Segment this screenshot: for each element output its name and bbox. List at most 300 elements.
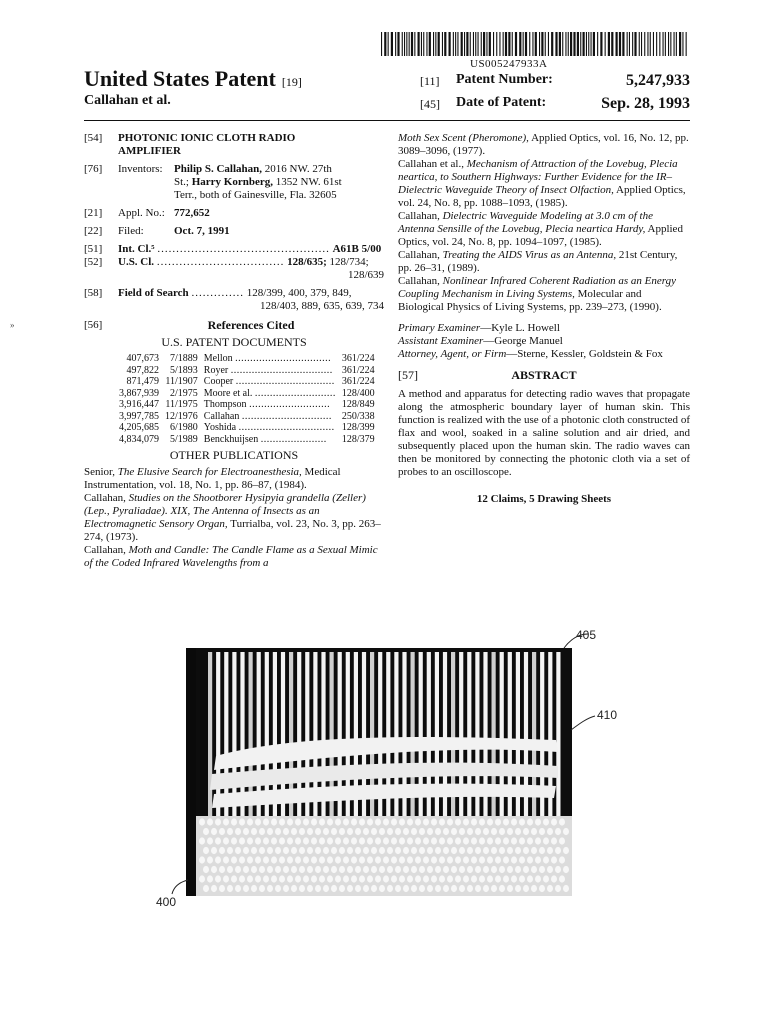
- barcode-bar: [444, 32, 446, 56]
- barcode-bar: [414, 32, 415, 56]
- knit-stitch: [323, 828, 329, 835]
- knit-stitch: [535, 818, 541, 825]
- knit-stitch: [227, 828, 233, 835]
- knit-stitch: [487, 856, 493, 863]
- knit-stitch: [339, 828, 345, 835]
- knit-stitch: [499, 847, 505, 854]
- knit-stitch: [415, 875, 421, 882]
- knit-stitch: [471, 856, 477, 863]
- knit-stitch: [419, 828, 425, 835]
- patent-date-cell: 5/1893: [170, 364, 198, 376]
- knit-stitch: [523, 828, 529, 835]
- knit-stitch: [343, 818, 349, 825]
- knit-stitch: [263, 856, 269, 863]
- knit-stitch: [239, 837, 245, 844]
- knit-stitch: [395, 847, 401, 854]
- publication-item: Callahan, Dielectric Waveguide Modeling at 3.0 cm of the Antenna Sensille of the Lovebug, Plecia neartica Hardy, Applied Optics, vol. 24, No. 8, pp. 1094–1097, (1985).: [398, 210, 683, 248]
- us-patent-documents-heading: U.S. PATENT DOCUMENTS: [161, 335, 307, 349]
- knit-stitch: [379, 828, 385, 835]
- knit-stitch: [339, 866, 345, 873]
- knit-stitch: [211, 828, 217, 835]
- label-410: 410: [597, 708, 618, 722]
- barcode-bar: [508, 32, 510, 56]
- barcode-bar: [577, 32, 579, 56]
- knit-stitch: [447, 837, 453, 844]
- barcode-bar: [421, 32, 422, 56]
- knit-stitch: [451, 866, 457, 873]
- knit-stitch: [223, 818, 229, 825]
- knit-stitch: [239, 875, 245, 882]
- knit-stitch: [531, 828, 537, 835]
- knit-area: [196, 816, 572, 896]
- publication-item: Callahan et al., Mechanism of Attraction of the Lovebug, Plecia neartica, to Southern Highways: Further Evidence for the IR–Dielectric Waveguide Theory of Insect Olfaction, Applied Optics, vol. 24, No. 8, pp. 1088–1093, (1985).: [398, 158, 686, 209]
- knit-stitch: [491, 885, 497, 892]
- knit-stitch: [407, 856, 413, 863]
- knit-stitch: [507, 847, 513, 854]
- knit-stitch: [523, 866, 529, 873]
- patent-number-cell: 3,997,785: [119, 410, 159, 422]
- knit-stitch: [555, 828, 561, 835]
- barcode-bar: [629, 32, 630, 56]
- knit-stitch: [243, 828, 249, 835]
- knit-stitch: [395, 828, 401, 835]
- knit-stitch: [251, 828, 257, 835]
- knit-stitch: [347, 847, 353, 854]
- knit-stitch: [259, 866, 265, 873]
- knit-stitch: [383, 875, 389, 882]
- knit-stitch: [219, 828, 225, 835]
- knit-stitch: [375, 856, 381, 863]
- patent-number-cell: 4,834,079: [119, 433, 159, 445]
- barcode-bar: [668, 32, 669, 56]
- knit-stitch: [271, 875, 277, 882]
- knit-stitch: [479, 818, 485, 825]
- knit-stitch: [535, 837, 541, 844]
- knit-stitch: [355, 885, 361, 892]
- filed-field: [22] Filed: Oct. 7, 1991: [84, 225, 230, 237]
- patent-class-cell: 128/399: [341, 422, 375, 433]
- knit-stitch: [327, 875, 333, 882]
- knit-stitch: [451, 885, 457, 892]
- knit-stitch: [263, 837, 269, 844]
- barcode-bar: [406, 32, 407, 56]
- knit-stitch: [219, 866, 225, 873]
- knit-stitch: [483, 828, 489, 835]
- patent-inventor: Thompson ...........................: [203, 399, 331, 410]
- knit-stitch: [299, 847, 305, 854]
- knit-stitch: [447, 875, 453, 882]
- knit-stitch: [475, 828, 481, 835]
- left-border: [186, 648, 196, 896]
- knit-stitch: [439, 875, 445, 882]
- barcode-bar: [442, 32, 443, 56]
- barcode-bar: [449, 32, 451, 56]
- patent-class-cell: 128/849: [341, 399, 375, 410]
- barcode-bar: [616, 32, 618, 56]
- knit-stitch: [495, 875, 501, 882]
- knit-stitch: [367, 875, 373, 882]
- knit-stitch: [467, 828, 473, 835]
- knit-stitch: [283, 828, 289, 835]
- leader-400: [168, 876, 192, 896]
- knit-stitch: [399, 818, 405, 825]
- knit-stitch: [511, 875, 517, 882]
- references-heading: [56] References Cited: [84, 318, 295, 332]
- patent-date-cell: 7/1889: [170, 353, 198, 364]
- barcode-number: US005247933A: [470, 58, 548, 70]
- knit-stitch: [435, 885, 441, 892]
- knit-stitch: [515, 866, 521, 873]
- publication-item: Callahan, Studies on the Shootborer Hysipyia grandella (Zeller) (Lep., Pyraliadae). XIX, The Antenna of Insects as an Electromagnetic Sensory Organ, Turrialba, vol. 23, No. 3, pp. 263–274, (1973).: [84, 492, 381, 543]
- patent-number-cell: 3,916,447: [119, 399, 159, 410]
- barcode-bar: [611, 32, 613, 56]
- barcode-bar: [570, 32, 572, 56]
- publication-item: Senior, The Elusive Search for Electroanesthesia, Medical Instrumentation, vol. 18, No. 1, pp. 86–87, (1984).: [84, 466, 341, 491]
- knit-stitch: [223, 856, 229, 863]
- knit-stitch: [451, 828, 457, 835]
- label-400: 400: [156, 895, 177, 909]
- assistant-examiner: Assistant Examiner—George Manuel: [398, 335, 563, 347]
- knit-stitch: [471, 875, 477, 882]
- barcode-bar: [512, 32, 513, 56]
- knit-stitch: [379, 885, 385, 892]
- knit-stitch: [443, 866, 449, 873]
- knit-stitch: [215, 837, 221, 844]
- table-row: [116, 434, 378, 446]
- knit-stitch: [455, 856, 461, 863]
- knit-stitch: [427, 847, 433, 854]
- patent-inventor: Cooper .................................: [203, 376, 335, 387]
- knit-stitch: [315, 885, 321, 892]
- knit-stitch: [459, 885, 465, 892]
- knit-stitch: [427, 885, 433, 892]
- publication-item: Callahan, Moth and Candle: The Candle Flame as a Sexual Mimic of the Coded Infrared Wavelengths from a: [84, 544, 378, 569]
- knit-stitch: [291, 828, 297, 835]
- knit-stitch: [515, 847, 521, 854]
- knit-stitch: [431, 818, 437, 825]
- knit-stitch: [419, 885, 425, 892]
- barcode-bar: [605, 32, 606, 56]
- knit-stitch: [451, 847, 457, 854]
- knit-stitch: [559, 837, 565, 844]
- knit-stitch: [523, 885, 529, 892]
- barcode-bar: [453, 32, 454, 56]
- knit-stitch: [375, 818, 381, 825]
- knit-stitch: [563, 885, 569, 892]
- knit-stitch: [415, 837, 421, 844]
- knit-stitch: [247, 875, 253, 882]
- knit-stitch: [255, 837, 261, 844]
- knit-stitch: [355, 847, 361, 854]
- knit-stitch: [419, 847, 425, 854]
- publication-item: Callahan, Treating the AIDS Virus as an Antenna, 21st Century, pp. 26–31, (1989).: [398, 249, 678, 274]
- barcode-bar: [597, 32, 598, 56]
- table-row: [116, 399, 378, 411]
- knit-stitch: [319, 875, 325, 882]
- knit-stitch: [391, 856, 397, 863]
- barcode-bar: [665, 32, 666, 56]
- left-column: [84, 132, 384, 570]
- barcode-bar: [650, 32, 651, 56]
- knit-stitch: [403, 847, 409, 854]
- barcode-bar: [475, 32, 476, 56]
- barcode-bar: [555, 32, 557, 56]
- knit-stitch: [467, 885, 473, 892]
- knit-stitch: [359, 837, 365, 844]
- knit-stitch: [491, 866, 497, 873]
- knit-stitch: [495, 818, 501, 825]
- barcode-bar: [653, 32, 654, 56]
- header-rule: [84, 120, 690, 121]
- table-row: [116, 376, 378, 388]
- knit-stitch: [431, 875, 437, 882]
- knit-stitch: [283, 885, 289, 892]
- barcode-bar: [525, 32, 527, 56]
- patent-number-cell: 497,822: [126, 364, 159, 376]
- knit-stitch: [527, 856, 533, 863]
- other-publications-heading: OTHER PUBLICATIONS: [169, 448, 299, 462]
- patent-inventor: Callahan ..............................: [203, 410, 332, 422]
- knit-stitch: [539, 847, 545, 854]
- barcode-bar: [541, 32, 543, 56]
- barcode-bar: [663, 32, 664, 56]
- knit-stitch: [459, 847, 465, 854]
- knit-stitch: [223, 837, 229, 844]
- knit-stitch: [383, 856, 389, 863]
- knit-stitch: [423, 837, 429, 844]
- knit-stitch: [447, 856, 453, 863]
- barcode-bar: [409, 32, 410, 56]
- knit-stitch: [307, 866, 313, 873]
- right-column: [398, 132, 690, 506]
- barcode-bar: [429, 32, 431, 56]
- primary-examiner: Primary Examiner—Kyle L. Howell: [398, 322, 560, 334]
- knit-stitch: [503, 818, 509, 825]
- knit-stitch: [519, 875, 525, 882]
- barcode-bar: [489, 32, 491, 56]
- knit-stitch: [315, 847, 321, 854]
- barcode-bar: [411, 32, 413, 56]
- knit-stitch: [539, 828, 545, 835]
- barcode-bar: [515, 32, 517, 56]
- barcode-bar: [656, 32, 657, 56]
- knit-stitch: [235, 885, 241, 892]
- table-row: [116, 422, 378, 434]
- patent-number-cell: 4,205,685: [119, 422, 159, 433]
- knit-stitch: [407, 837, 413, 844]
- knit-stitch: [511, 856, 517, 863]
- knit-stitch: [259, 828, 265, 835]
- knit-stitch: [207, 875, 213, 882]
- knit-stitch: [299, 828, 305, 835]
- knit-stitch: [455, 875, 461, 882]
- knit-stitch: [359, 875, 365, 882]
- publication-item: Moth Sex Scent (Pheromone), Applied Optics, vol. 16, No. 12, pp. 3089–3096, (1977).: [398, 132, 689, 157]
- knit-stitch: [499, 885, 505, 892]
- knit-stitch: [347, 866, 353, 873]
- knit-stitch: [267, 847, 273, 854]
- barcode-bar: [483, 32, 485, 56]
- knit-stitch: [247, 818, 253, 825]
- knit-stitch: [363, 885, 369, 892]
- knit-stitch: [491, 828, 497, 835]
- barcode-bar: [568, 32, 569, 56]
- barcode-bar: [573, 32, 575, 56]
- knit-stitch: [339, 885, 345, 892]
- barcode-bar: [529, 32, 530, 56]
- knit-stitch: [323, 885, 329, 892]
- patent-class-cell: 128/400: [341, 387, 375, 399]
- patent-class-cell: 250/338: [341, 410, 375, 422]
- knit-stitch: [331, 866, 337, 873]
- knit-stitch: [231, 875, 237, 882]
- knit-stitch: [351, 856, 357, 863]
- knit-stitch: [495, 837, 501, 844]
- knit-stitch: [351, 875, 357, 882]
- knit-stitch: [235, 847, 241, 854]
- barcode-bar: [404, 32, 405, 56]
- knit-stitch: [303, 837, 309, 844]
- knit-stitch: [443, 885, 449, 892]
- barcode-bar: [627, 32, 628, 56]
- knit-stitch: [459, 866, 465, 873]
- barcode-bar: [559, 32, 561, 56]
- knit-stitch: [395, 885, 401, 892]
- knit-stitch: [395, 866, 401, 873]
- knit-stitch: [355, 866, 361, 873]
- barcode-bar: [496, 32, 497, 56]
- patent-date-cell: 2/1975: [170, 387, 198, 399]
- barcode-bar: [470, 32, 471, 56]
- knit-stitch: [231, 837, 237, 844]
- knit-stitch: [419, 866, 425, 873]
- barcode-bar: [535, 32, 537, 56]
- patent-inventor: Benckhuijsen ......................: [203, 433, 327, 445]
- table-row: [116, 411, 378, 423]
- knit-stitch: [551, 875, 557, 882]
- barcode-bar: [395, 32, 396, 56]
- knit-stitch: [367, 818, 373, 825]
- knit-stitch: [411, 866, 417, 873]
- knit-stitch: [487, 837, 493, 844]
- knit-stitch: [487, 875, 493, 882]
- knit-stitch: [299, 866, 305, 873]
- knit-stitch: [231, 856, 237, 863]
- knit-stitch: [507, 828, 513, 835]
- knit-stitch: [475, 885, 481, 892]
- knit-stitch: [435, 866, 441, 873]
- knit-stitch: [503, 875, 509, 882]
- knit-stitch: [379, 847, 385, 854]
- knit-stitch: [515, 885, 521, 892]
- knit-stitch: [231, 818, 237, 825]
- knit-stitch: [347, 828, 353, 835]
- publication-list-continued: [398, 132, 690, 314]
- knit-stitch: [215, 856, 221, 863]
- knit-stitch: [531, 866, 537, 873]
- knit-stitch: [531, 885, 537, 892]
- knit-stitch: [303, 818, 309, 825]
- knit-stitch: [403, 828, 409, 835]
- knit-stitch: [411, 828, 417, 835]
- table-row: [116, 353, 378, 365]
- knit-stitch: [399, 875, 405, 882]
- table-row: [116, 388, 378, 400]
- patent-inventor: Moore et al. ...........................: [203, 387, 336, 399]
- knit-stitch: [343, 856, 349, 863]
- knit-stitch: [251, 885, 257, 892]
- barcode-bar: [644, 32, 645, 56]
- knit-stitch: [275, 828, 281, 835]
- barcode-bar: [418, 32, 420, 56]
- title-field: [54] PHOTONIC IONIC CLOTH RADIO AMPLIFIER: [84, 132, 296, 157]
- knit-stitch: [263, 875, 269, 882]
- int-cl-field: [51] Int. Cl.⁵ .............................................. A61B 5/00: [84, 243, 382, 255]
- knit-stitch: [371, 866, 377, 873]
- barcode-bar: [632, 32, 633, 56]
- knit-stitch: [471, 837, 477, 844]
- knit-stitch: [227, 847, 233, 854]
- knit-stitch: [307, 847, 313, 854]
- knit-stitch: [323, 847, 329, 854]
- knit-stitch: [559, 818, 565, 825]
- knit-stitch: [511, 837, 517, 844]
- barcode-bar: [600, 32, 602, 56]
- knit-stitch: [387, 885, 393, 892]
- knit-stitch: [335, 818, 341, 825]
- knit-stitch: [207, 818, 213, 825]
- knit-stitch: [423, 856, 429, 863]
- knit-stitch: [415, 818, 421, 825]
- knit-stitch: [543, 875, 549, 882]
- barcode-bar: [397, 32, 399, 56]
- photonic-cloth-figure: [186, 648, 572, 896]
- knit-stitch: [283, 866, 289, 873]
- knit-stitch: [275, 847, 281, 854]
- knit-stitch: [219, 885, 225, 892]
- knit-stitch: [559, 875, 565, 882]
- knit-stitch: [255, 818, 261, 825]
- knit-stitch: [335, 875, 341, 882]
- knit-stitch: [359, 818, 365, 825]
- knit-stitch: [483, 866, 489, 873]
- knit-stitch: [527, 837, 533, 844]
- knit-stitch: [203, 885, 209, 892]
- knit-stitch: [399, 856, 405, 863]
- barcode-bar: [493, 32, 494, 56]
- knit-stitch: [563, 866, 569, 873]
- knit-stitch: [539, 885, 545, 892]
- barcode-bar: [674, 32, 675, 56]
- knit-stitch: [315, 866, 321, 873]
- knit-stitch: [295, 837, 301, 844]
- knit-stitch: [467, 847, 473, 854]
- knit-stitch: [271, 818, 277, 825]
- knit-stitch: [399, 837, 405, 844]
- barcode-bar: [388, 32, 389, 56]
- knit-stitch: [427, 866, 433, 873]
- knit-stitch: [499, 866, 505, 873]
- knit-stitch: [551, 837, 557, 844]
- knit-stitch: [371, 885, 377, 892]
- knit-stitch: [343, 875, 349, 882]
- barcode-bar: [464, 32, 465, 56]
- appl-no-field: [21] Appl. No.: 772,652: [84, 207, 210, 219]
- knit-stitch: [547, 885, 553, 892]
- knit-stitch: [319, 818, 325, 825]
- knit-stitch: [255, 856, 261, 863]
- knit-stitch: [319, 837, 325, 844]
